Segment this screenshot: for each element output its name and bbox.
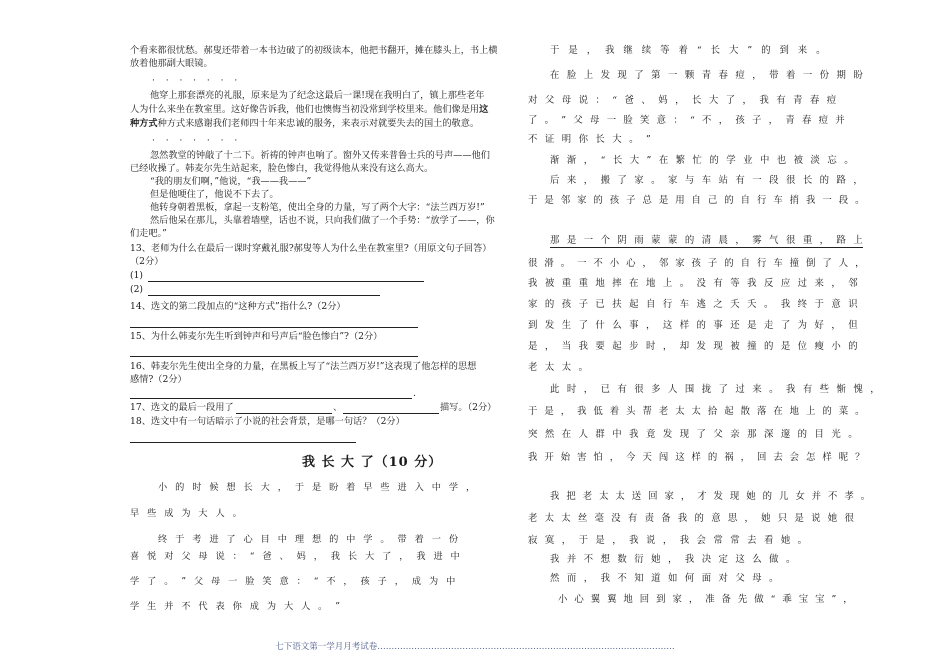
- passage-line: 放着他那副大眼镜。: [130, 58, 213, 69]
- answer-blank-13-2[interactable]: [148, 295, 380, 296]
- essay-line: 我 把 老 太 太 送 回 家 ， 才 发 现 她 的 儿 女 并 不 孝 。: [550, 491, 871, 502]
- essay-line: 很 滑 。 一 不 小 心 ， 邻 家 孩 子 的 自 行 车 撞 倒 了 人 ，: [528, 258, 865, 269]
- passage-line: 人为什么来坐在教室里。这好像告诉我，他们也懊悔当初没常到学校里来。他们像是用这: [130, 104, 489, 115]
- passage-line: 个看来都很忧愁。郝叟还带着一本书边破了的初级读本，他把书翻开，摊在膝头上，书上横: [130, 45, 498, 56]
- essay-line-underlined: 那 是 一 个 阴 雨 蒙 蒙 的 清 晨 ， 雾 气 很 重 ， 路 上: [550, 235, 863, 246]
- answer-label-1: (1): [130, 270, 144, 281]
- emphasis-this: 这: [479, 104, 489, 115]
- essay-title: 我 长 大 了（10 分）: [302, 455, 443, 470]
- period-mark: .: [413, 388, 416, 399]
- passage-line: 们走吧。”: [130, 228, 167, 239]
- question-16-line2: 感情?（2分）: [130, 374, 187, 385]
- essay-line: 于 是 邻 家 的 孩 子 总 是 用 自 己 的 自 行 车 捎 我 一 段 。: [528, 195, 865, 206]
- passage-line: 种方式种方式来感谢我们老师四十年来忠诚的服务，来表示对就要失去的国土的敬意。: [130, 118, 480, 129]
- answer-label-2: (2): [130, 284, 144, 295]
- essay-line: 渐 渐 ， “ 长 大 ” 在 繁 忙 的 学 业 中 也 被 淡 忘 。: [550, 155, 854, 166]
- essay-line: 早 些 成 为 大 人 。: [130, 508, 242, 519]
- question-13-score: （2分）: [130, 256, 164, 267]
- passage-line: 他转身朝着黑板，拿起一支粉笔，使出全身的力量，写了两个大字：“法兰西万岁!”: [150, 202, 485, 213]
- question-15: 15、为什么韩麦尔先生听到钟声和号声后“脸色惨白”?（2分）: [130, 331, 383, 342]
- essay-line: 寂 寞 ， 于 是 ， 我 说 ， 我 会 常 常 去 看 她 。: [528, 535, 808, 546]
- essay-line: 家 的 孩 子 已 扶 起 自 行 车 逃 之 夭 夭 。 我 终 于 意 识: [528, 299, 858, 310]
- essay-line: 到 发 生 了 什 么 事 ， 这 样 的 事 还 是 走 了 为 好 ， 但: [528, 320, 858, 331]
- essay-line: 终 于 考 进 了 心 目 中 理 想 的 中 学 。 带 着 一 份: [158, 534, 459, 545]
- essay-line: 小 心 翼 翼 地 回 到 家 ， 准 备 先 做 “ 乖 宝 宝 ” ，: [558, 594, 853, 605]
- section-dots: · · · · · · ·: [152, 76, 242, 86]
- answer-blank-13-1[interactable]: [148, 281, 424, 282]
- question-17-b: 、: [333, 402, 343, 413]
- question-18: 18、选文中有一句话暗示了小说的社会背景，是哪一句话？（2分）: [130, 416, 405, 427]
- passage-line: 已经收操了。韩麦尔先生站起来，脸色惨白，我觉得他从来没有这么高大。: [130, 163, 434, 174]
- question-17-a: 17、选文的最后一段用了: [130, 402, 234, 413]
- essay-line: 于 是 ， 我 低 着 头 帮 老 太 太 拾 起 散 落 在 地 上 的 菜 。: [528, 406, 865, 417]
- page-footer: 七下语文第一学月月考试卷……………………………………………………………………………………………: [275, 642, 675, 652]
- essay-line: 在 脸 上 发 现 了 第 一 颗 青 春 痘 ， 带 着 一 份 期 盼: [550, 70, 863, 81]
- section-dots: · · · · · · ·: [152, 136, 242, 146]
- essay-line: 是 ， 当 我 要 起 步 时 ， 却 发 现 被 撞 的 是 位 瘦 小 的: [528, 341, 858, 352]
- passage-line: 他穿上那套漂亮的礼服，原来是为了纪念这最后一课!现在我明白了，镇上那些老年: [150, 90, 485, 101]
- essay-line: 我 并 不 想 数 衍 她 ， 我 决 定 这 么 做 。: [550, 554, 796, 565]
- essay-line: 学 生 并 不 代 表 你 成 为 大 人 。 ”: [130, 601, 340, 612]
- answer-blank-18[interactable]: [130, 442, 356, 443]
- answer-blank-17-1[interactable]: [236, 413, 332, 414]
- passage-line: 忽然教堂的钟敲了十二下。祈祷的钟声也响了。窗外又传来普鲁士兵的号声——他们: [150, 150, 490, 161]
- question-13: 13、老师为什么在最后一课时穿戴礼服?郝叟等人为什么坐在教室里?（用原文句子回答）: [130, 243, 492, 254]
- question-17-c: 描写。（2分）: [440, 402, 497, 413]
- essay-line: 突 然 在 人 群 中 我 竟 发 现 了 父 亲 那 深 邃 的 目 光 。: [528, 429, 858, 440]
- passage-line: 然后他呆在那儿，头靠着墙壁，话也不说，只向我们做了一个手势：“放学了——，你: [150, 215, 495, 226]
- passage-line: 但是他哽住了，他说不下去了。: [150, 189, 279, 200]
- question-16: 16、韩麦尔先生使出全身的力量，在黑板上写了“法兰西万岁!”这表现了他怎样的思想: [130, 361, 477, 372]
- essay-line: 对 父 母 说 ： “ 爸 、 妈 ， 长 大 了 ， 我 有 青 春 痘: [528, 95, 837, 106]
- passage-line: “我的朋友们啊，”他说，“我——我——”: [150, 176, 312, 187]
- essay-line: 学 了 。 ” 父 母 一 脸 笑 意 ： “ 不 ， 孩 子 ， 成 为 中: [130, 576, 456, 587]
- answer-blank-15[interactable]: [130, 356, 418, 357]
- answer-blank-14[interactable]: [130, 327, 418, 328]
- essay-line: 于 是 ， 我 继 续 等 着 “ 长 大 ” 的 到 来 。: [550, 45, 826, 56]
- answer-blank-17-2[interactable]: [343, 413, 439, 414]
- answer-blank-16[interactable]: [130, 398, 412, 399]
- essay-line: 后 来 ， 搬 了 家 。 家 与 车 站 有 一 段 很 长 的 路 ，: [550, 175, 863, 186]
- essay-line: 小 的 时 候 想 长 大 ， 于 是 盼 着 早 些 进 入 中 学 ，: [158, 482, 476, 493]
- essay-line: 老 太 太 。: [528, 362, 588, 373]
- question-14: 14、选文的第二段加点的“这种方式”指什么?（2分）: [130, 301, 346, 312]
- essay-line: 不 证 明 你 长 大 。 ”: [528, 134, 651, 145]
- essay-line: 我 被 重 重 地 摔 在 地 上 。 没 有 等 我 反 应 过 来 ， 邻: [528, 278, 858, 289]
- essay-line: 老 太 太 丝 毫 没 有 责 备 我 的 意 思 ， 她 只 是 说 她 很: [528, 513, 854, 524]
- emphasis-this-way: 种方式: [130, 118, 158, 129]
- essay-line: 此 时 ， 已 有 很 多 人 围 拢 了 过 来 。 我 有 些 惭 愧 ，: [550, 384, 880, 395]
- essay-line: 然 而 ， 我 不 知 道 如 何 面 对 父 母 。: [550, 573, 779, 584]
- essay-line: 我 开 始 害 怕 ， 今 天 闯 这 样 的 祸 ， 回 去 会 怎 样 呢 ？: [528, 452, 865, 463]
- essay-line: 喜 悦 对 父 母 说 ： “ 爸 、 妈 ， 我 长 大 了 ， 我 进 中: [130, 551, 460, 562]
- essay-line: 了 。 ” 父 母 一 脸 笑 意 ： “ 不 ， 孩 子 ， 青 春 痘 并: [528, 115, 845, 126]
